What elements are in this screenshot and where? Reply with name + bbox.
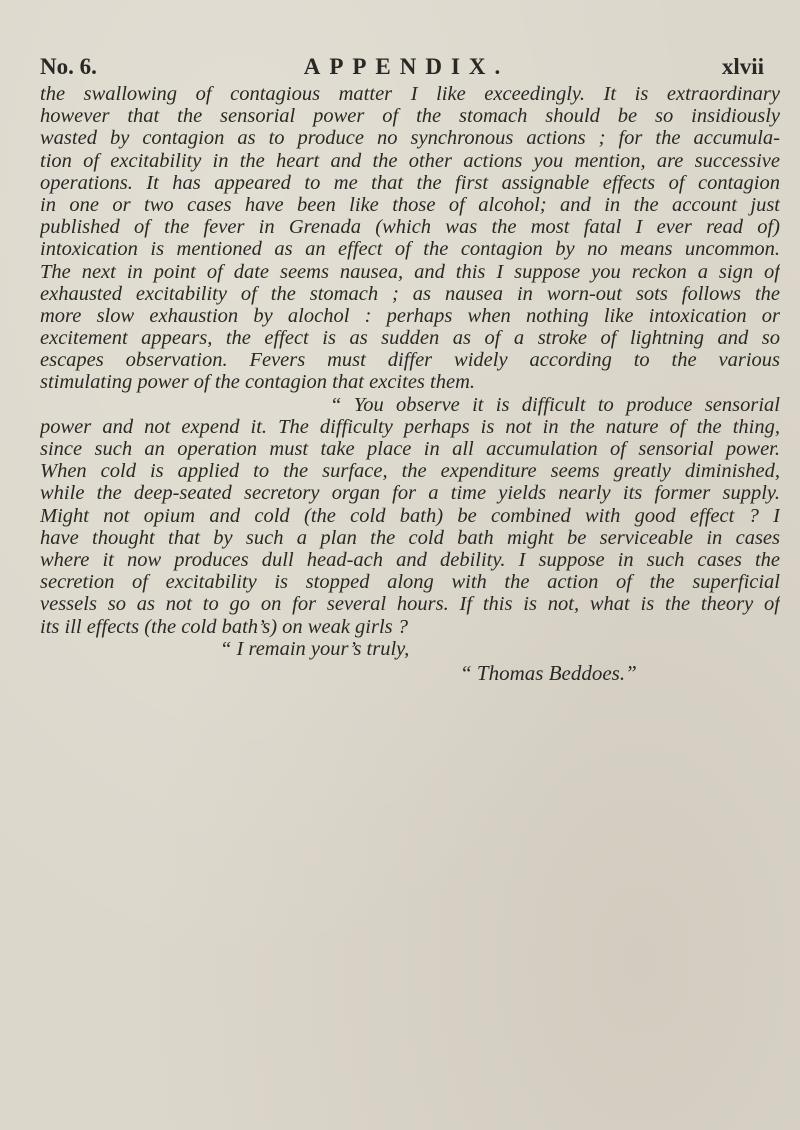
letter-signature: “ Thomas Beddoes.” bbox=[460, 660, 637, 685]
text-line: the swallowing of contagious matter I like exceedingly. It is extraordinary bbox=[40, 83, 780, 105]
text-line: excitement appears, the effect is as sudden as of a stroke of lightning and so bbox=[40, 327, 780, 350]
text-line: wasted by contagion as to produce no synchronous actions ; for the accumula- bbox=[40, 127, 780, 150]
text-line: intoxication is mentioned as an effect of the contagion by no means uncommon. bbox=[40, 238, 780, 261]
text-line: escapes observation. Fevers must differ widely according to the various bbox=[40, 349, 780, 372]
text-line: published of the fever in Grenada (which was the most fatal I ever read of) bbox=[40, 216, 780, 239]
text-line: more slow exhaustion by alochol : perhaps when nothing like intoxication or bbox=[40, 304, 780, 327]
text-line: have thought that by such a plan the cold bath might be serviceable in cases bbox=[40, 526, 780, 549]
text-line: in one or two cases have been like those of alcohol; and in the account just bbox=[40, 193, 780, 216]
text-line: since such an operation must take place in all accumulation of sensorial power. bbox=[40, 438, 780, 460]
text-line: secretion of excitability is stopped along with the action of the superficial bbox=[40, 571, 780, 594]
text-line: while the deep-seated secretory organ for a time yields nearly its former supply. bbox=[40, 482, 780, 505]
text-line: When cold is applied to the surface, the expenditure seems greatly diminished, bbox=[40, 460, 780, 483]
section-number: No. 6. bbox=[40, 54, 97, 79]
running-title: APPENDIX. bbox=[303, 54, 510, 79]
page-header bbox=[40, 50, 764, 84]
letter-closing: “ I remain your’s truly, bbox=[220, 637, 410, 660]
letter-body bbox=[40, 83, 780, 686]
paragraph-start-line: “ You observe it is difficult to produce sensorial bbox=[330, 393, 780, 416]
text-line: exhausted excitability of the stomach ; as nausea in worn-out sots follows the bbox=[40, 282, 780, 305]
text-line: power and not expend it. The difficulty perhaps is not in the nature of the thing, bbox=[40, 415, 780, 438]
text-line: however that the sensorial power of the stomach should be so insidiously bbox=[40, 105, 780, 128]
text-line: stimulating power of the contagion that excites them. bbox=[40, 371, 475, 394]
text-line: where it now produces dull head-ach and debility. I suppose in such cases the bbox=[40, 548, 780, 571]
page-number: xlvii bbox=[721, 54, 764, 79]
text-line: tion of excitability in the heart and the other actions you mention, are successive bbox=[40, 149, 780, 172]
text-line: vessels so as not to go on for several hours. If this is not, what is the theory of bbox=[40, 593, 780, 616]
text-line: operations. It has appeared to me that the first assignable effects of contagion bbox=[40, 171, 780, 194]
text-line: The next in point of date seems nausea, and this I suppose you reckon a sign of bbox=[40, 260, 780, 283]
text-line: Might not opium and cold (the cold bath) be combined with good effect ? I bbox=[40, 504, 780, 527]
text-line: its ill effects (the cold bath’s) on weak girls ? bbox=[40, 615, 409, 638]
